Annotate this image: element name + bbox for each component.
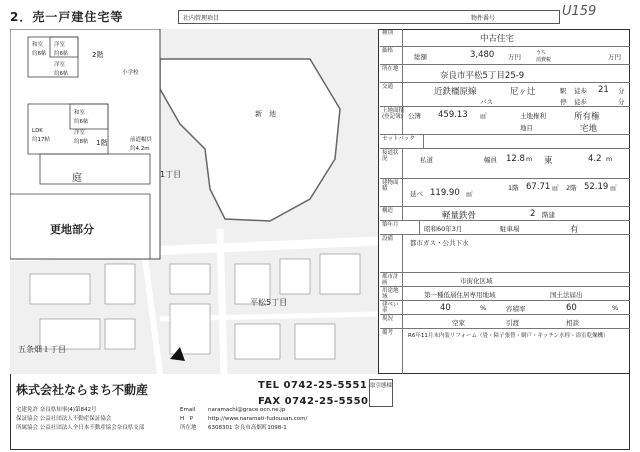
- station-value: 尼ヶ辻: [510, 87, 536, 97]
- license-text: 宅建免許 奈良県知事(4)第842号: [16, 407, 97, 413]
- room-label: 洋室 約6帖: [54, 42, 69, 57]
- far-value: 60: [566, 303, 577, 313]
- building-label: 建物面積: [380, 179, 403, 206]
- bus-label: バス: [480, 98, 493, 106]
- utilities-label: 設備: [380, 235, 403, 272]
- setback-label: セットバック: [380, 135, 424, 148]
- page-title: 2．売一戸建住宅等: [10, 10, 124, 24]
- price-unit: 万円: [508, 53, 521, 61]
- area2-label: 平松5丁目: [250, 298, 288, 307]
- map-drawing: [10, 29, 379, 374]
- bcr-label: 建ぺい率: [380, 301, 403, 314]
- bcr-value: 40: [440, 303, 451, 313]
- walk-unit: 分: [618, 87, 625, 95]
- road-width-2: 4.2: [588, 154, 602, 164]
- remarks-value: R6年11月末内装リフォーム（畳・障子張替・網戸・キッチン水栓・浴室乾燥機）: [408, 333, 609, 339]
- garden-label: 庭: [72, 173, 82, 184]
- line-value: 近鉄橿原線: [434, 87, 477, 97]
- addr-value: 6308301 奈良市高畑町1098-1: [208, 425, 287, 431]
- bus-unit: 分: [618, 98, 625, 106]
- room-label: 洋室 約8帖: [74, 130, 89, 145]
- bcr-unit: %: [480, 304, 487, 312]
- school-label: 小学校: [122, 70, 139, 76]
- floor2-unit: ㎡: [610, 184, 617, 192]
- price-prefix: 総額: [414, 53, 427, 61]
- area1-label: 1丁目: [160, 170, 182, 179]
- road-width-label: 幅員: [484, 156, 497, 164]
- tax-label: うち 消費税: [536, 50, 552, 63]
- stories-label: 階建: [542, 211, 555, 219]
- room-label: 洋室 約6帖: [54, 62, 69, 77]
- road-type: 私道: [420, 156, 433, 164]
- room-label: 和室 約6帖: [74, 110, 89, 125]
- delivery-label: 引渡: [506, 319, 519, 327]
- room-label: 和室 約6帖: [32, 42, 47, 57]
- utilities-value: 都市ガス・公共下水: [410, 239, 469, 247]
- hp-label: H P: [180, 416, 193, 422]
- handwritten-number: U159: [562, 4, 597, 19]
- tel-number: TEL 0742-25-5551: [258, 380, 368, 391]
- bus-walk-label: 徒歩: [574, 98, 587, 106]
- floor1-area: 67.71: [526, 182, 551, 192]
- land-note: 公簿: [408, 112, 421, 120]
- land-part-label: 更地部分: [50, 223, 94, 236]
- email-link[interactable]: naramachi@grace.ocn.ne.jp: [208, 407, 286, 413]
- remarks-label: 備考: [380, 329, 403, 374]
- building-prefix: 延べ: [410, 190, 423, 198]
- tax-unit: 万円: [608, 53, 621, 61]
- assoc2-text: 所属協会 公益社団法人全日本不動産協会奈良県支部: [16, 425, 145, 431]
- kind-label: 種別: [380, 29, 403, 46]
- status-value: 空家: [452, 319, 465, 327]
- stop-label: 停: [560, 98, 567, 106]
- structure-value: 軽量鉄骨: [442, 211, 477, 221]
- site-map: [10, 29, 379, 374]
- built-value: 昭和60年3月: [424, 225, 463, 233]
- traffic-label: 交通: [380, 83, 403, 106]
- city-value: 市街化区域: [460, 277, 493, 285]
- company-name: 株式会社ならまち不動産: [16, 383, 149, 397]
- zone-label: 用途地域: [380, 287, 403, 300]
- management-box: [178, 10, 560, 24]
- price-value: 3,480: [470, 50, 495, 60]
- stories-value: 2: [530, 209, 536, 219]
- addr-label: 所在地: [180, 425, 197, 431]
- road-label: 接道状況: [380, 149, 403, 178]
- address-value: 奈良市平松5丁目25-9: [440, 71, 525, 81]
- floor2-label: 2階: [92, 51, 104, 59]
- road-width-2-unit: m: [606, 155, 613, 163]
- far-unit: %: [612, 304, 619, 312]
- rights-label: 土地権利: [520, 112, 546, 120]
- number-label: 物件番号: [471, 15, 496, 22]
- fax-number: FAX 0742-25-5550: [258, 396, 369, 407]
- hp-link[interactable]: http://www.naramati-fudousan.com/: [208, 416, 308, 422]
- parking-label: 駐車場: [500, 225, 520, 233]
- floor1-label: 1階: [96, 139, 108, 147]
- chimoku-value: 宅地: [580, 124, 598, 134]
- road-width-unit: m: [526, 155, 533, 163]
- walk-minutes: 21: [598, 85, 609, 95]
- road-width-label: 前道幅員 約4.2m: [130, 137, 153, 152]
- status-label: 現況: [380, 315, 403, 328]
- other-label: 国土法届出: [550, 291, 583, 299]
- address-label: 所在地: [380, 65, 403, 82]
- land-label: 土地面積 (登記簿): [380, 107, 403, 134]
- kind-value: 中古住宅: [480, 34, 515, 44]
- email-label: Email: [180, 407, 196, 413]
- floor2-label: 2階: [566, 184, 577, 192]
- floor2-area: 52.19: [584, 182, 609, 192]
- floor1-label: 1階: [508, 184, 519, 192]
- area3-label: 五条畑１丁目: [18, 345, 66, 354]
- building-unit: ㎡: [466, 190, 473, 198]
- far-label: 容積率: [506, 305, 526, 313]
- assoc1-text: 保証協会 公益社団法人不動産保証協会: [16, 416, 112, 422]
- chimoku-label: 地目: [520, 124, 533, 132]
- delivery-value: 相談: [566, 319, 579, 327]
- zone-value: 第一種低層住居専用地域: [424, 291, 496, 299]
- rights-value: 所有権: [574, 112, 600, 122]
- trade-type-box: 取引態様: [369, 379, 393, 407]
- structure-label: 構造: [380, 207, 403, 220]
- mgmt-label: 社内管理項目: [183, 15, 220, 22]
- building-area: 119.90: [430, 188, 460, 198]
- city-label: 都市計画: [380, 273, 403, 286]
- land-unit: ㎡: [480, 112, 487, 120]
- floor1-unit: ㎡: [552, 184, 559, 192]
- price-label: 価格: [380, 47, 403, 64]
- walk-label: 徒歩: [574, 87, 587, 95]
- parking-value: 有: [570, 225, 579, 235]
- room-label: LDK 約17帖: [32, 128, 50, 143]
- road-direction: 東: [544, 156, 553, 166]
- station-suffix: 駅: [560, 87, 567, 95]
- built-label: 築年月: [380, 221, 420, 234]
- spec-table: [380, 29, 630, 374]
- land-area: 459.13: [438, 110, 468, 120]
- road-width: 12.8: [506, 154, 525, 164]
- pond-label: 新 池: [255, 110, 276, 118]
